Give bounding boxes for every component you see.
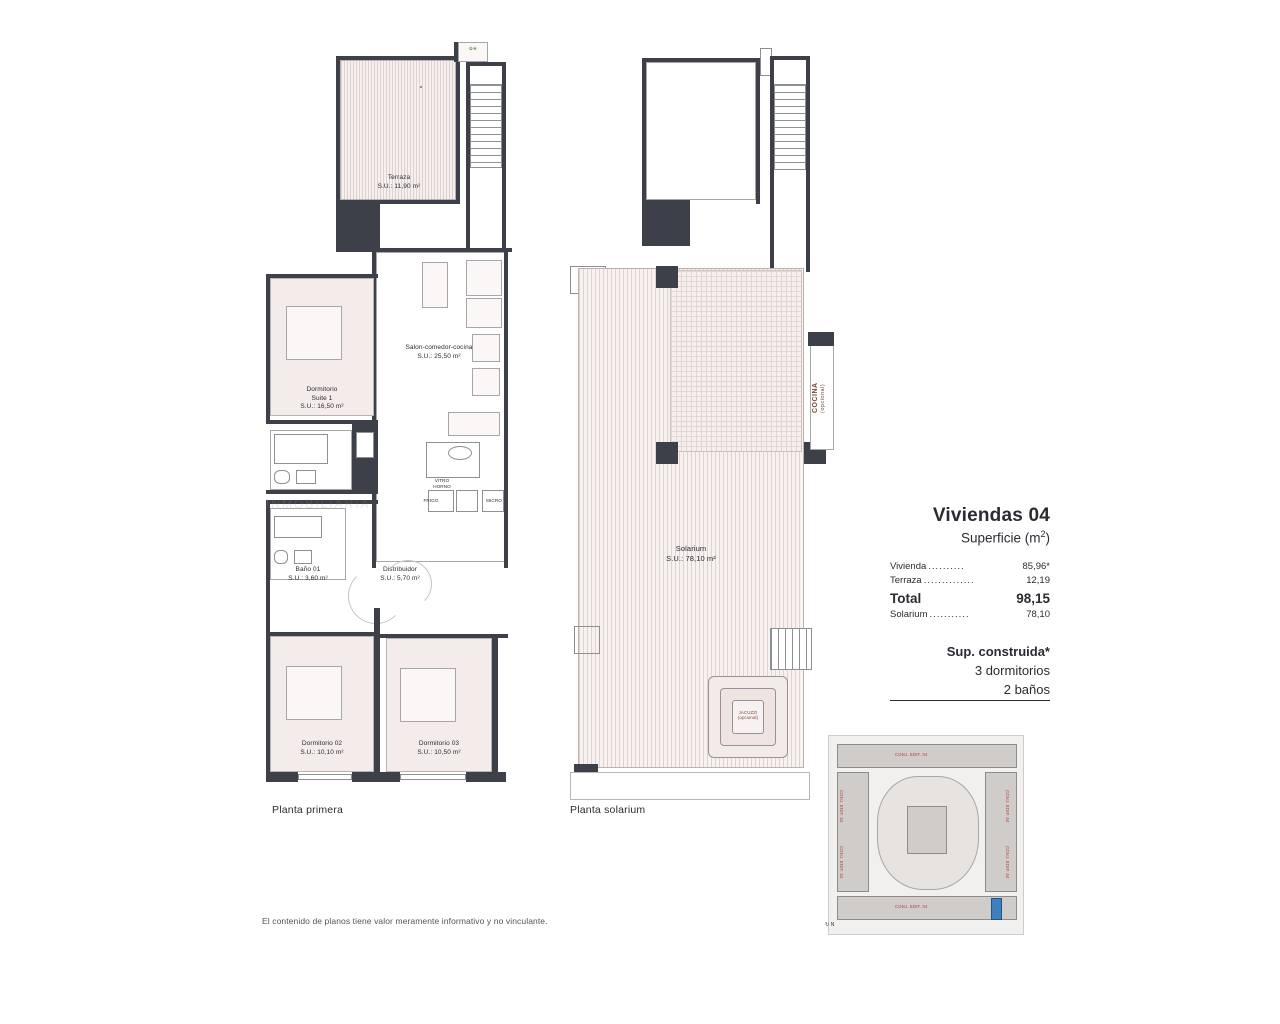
surface-row-total: Total 98,15: [890, 590, 1050, 606]
wall: [574, 764, 598, 772]
wall: [352, 772, 400, 782]
kp-tag-west-1: CONJ. EDIF. 04: [839, 790, 844, 823]
staircase: [470, 84, 502, 168]
wall: [266, 274, 378, 278]
wall-pillar: [642, 200, 690, 246]
door-swing: [384, 560, 432, 608]
pergola-area: [670, 270, 802, 452]
label-horno: HORNO: [433, 484, 451, 489]
parapet: [574, 626, 600, 654]
plant-icon: ✿❀: [469, 46, 477, 51]
caption-planta-solarium: Planta solarium: [570, 804, 646, 816]
kp-tag-east-2: CONJ. EDIF. 04: [1005, 846, 1010, 879]
kp-highlighted-unit: [991, 898, 1002, 920]
label-jacuzzi-opcional: JACUZZI (opcional): [737, 710, 759, 720]
label-frigo: FRIGO: [423, 498, 439, 503]
page-title: Viviendas 04: [932, 505, 1050, 526]
watermark: INMOBILIARIA: [266, 497, 371, 511]
wall: [456, 56, 460, 204]
washbasin-3: [294, 550, 312, 564]
lower-terrace: [570, 772, 810, 800]
spacer: [420, 86, 422, 88]
wall: [336, 56, 340, 204]
kp-tag-north: CONJ. EDIF. 04: [895, 752, 928, 757]
wall: [266, 632, 378, 636]
room-label-dorm03: Dormitorio 03 S.U.: 10,50 m²: [417, 740, 461, 756]
wall: [380, 634, 508, 638]
staircase-lower: [770, 628, 812, 670]
kp-tag-south: CONJ. EDIF. 04: [895, 904, 928, 909]
wall: [376, 248, 512, 252]
cabinet: [466, 260, 502, 296]
room-label-suite1: Dormitorio Suite 1 S.U.: 16,50 m²: [300, 386, 344, 410]
wall: [502, 62, 506, 274]
built-surface-block: [890, 642, 1050, 701]
wall-pillar: [656, 266, 678, 288]
dining-chair-group: [472, 368, 500, 396]
window: [298, 774, 352, 780]
room-label-bano01: Baño 01 S.U.: 3,60 m²: [288, 566, 328, 582]
sink: [448, 446, 472, 460]
washbasin: [296, 470, 316, 484]
info-panel: [890, 505, 1050, 701]
wall: [770, 56, 774, 268]
bed-02: [286, 666, 342, 720]
surface-row-vivienda: Vivienda .......... 85,96*: [890, 560, 1050, 572]
bed-suite: [286, 306, 342, 360]
solar-void: [646, 62, 756, 200]
label-vitro: VITRO: [434, 478, 450, 483]
wall: [806, 56, 810, 272]
appliance-horno: [456, 490, 478, 512]
room-label-dorm02: Dormitorio 02 S.U.: 10,10 m²: [300, 740, 344, 756]
wall: [466, 772, 506, 782]
north-arrow-icon: ↻ N: [825, 922, 835, 928]
wall: [808, 332, 834, 346]
page-subtitle: Superficie $(m^2)$: [960, 529, 1050, 546]
plan-planta-primera: [252, 38, 542, 798]
wall: [756, 58, 760, 204]
wall: [492, 634, 498, 780]
disclaimer-text: El contenido de planos tiene valor meramente informativo y no vinculante.: [262, 916, 548, 926]
kp-tag-west-2: CONJ. EDIF. 04: [839, 846, 844, 879]
wall: [504, 248, 508, 568]
cabinet: [466, 298, 502, 328]
dining-table: [448, 412, 500, 436]
divider: [890, 700, 1050, 701]
bed-03: [400, 668, 456, 722]
sofa: [422, 262, 448, 308]
room-label-salon: Salon-comedor-cocina S.U.: 25,50 m²: [405, 344, 473, 360]
kp-building-east: [985, 772, 1017, 892]
wall: [466, 62, 470, 262]
caption-planta-primera: Planta primera: [272, 804, 344, 816]
built-surface-bathrooms: 2 baños: [1003, 681, 1050, 697]
label-cocina-opcional: COCINA (opcional): [812, 382, 826, 414]
wall: [266, 490, 378, 494]
surface-table: [890, 560, 1050, 622]
window: [400, 774, 466, 780]
surface-row-solarium: Solarium ........... 78,10: [890, 608, 1050, 620]
bathtub: [274, 516, 322, 538]
wall-pillar: [656, 442, 678, 464]
wall: [642, 58, 760, 62]
built-surface-bedrooms: 3 dormitorios: [974, 662, 1050, 678]
kp-tag-east-1: CONJ. EDIF. 04: [1005, 790, 1010, 823]
wall: [266, 772, 298, 782]
washbasin-2: [356, 432, 374, 458]
wall: [466, 62, 506, 66]
plan-planta-solarium: [560, 38, 850, 798]
wall: [642, 58, 646, 204]
built-surface-header: Sup. construida*: [946, 643, 1050, 659]
shower: [274, 434, 328, 464]
kp-pool-house: [907, 806, 947, 854]
site-key-plan: [825, 735, 1024, 935]
wall-pillar: [336, 204, 380, 252]
wall: [770, 56, 810, 60]
toilet-2: [274, 550, 288, 564]
label-micro: MICRO: [486, 498, 502, 503]
wall: [266, 632, 270, 780]
staircase-solar: [774, 84, 806, 170]
planter: [458, 42, 488, 62]
room-label-distribuidor: Distribuidor S.U.: 5,70 m²: [380, 566, 420, 582]
toilet: [274, 470, 290, 484]
room-label-terraza: Terraza S.U.: 11,90 m²: [377, 174, 421, 190]
surface-row-terraza: Terraza .............. 12,19: [890, 574, 1050, 586]
wall: [336, 56, 460, 60]
room-label-solarium: Solarium S.U.: 78,10 m²: [666, 544, 716, 563]
